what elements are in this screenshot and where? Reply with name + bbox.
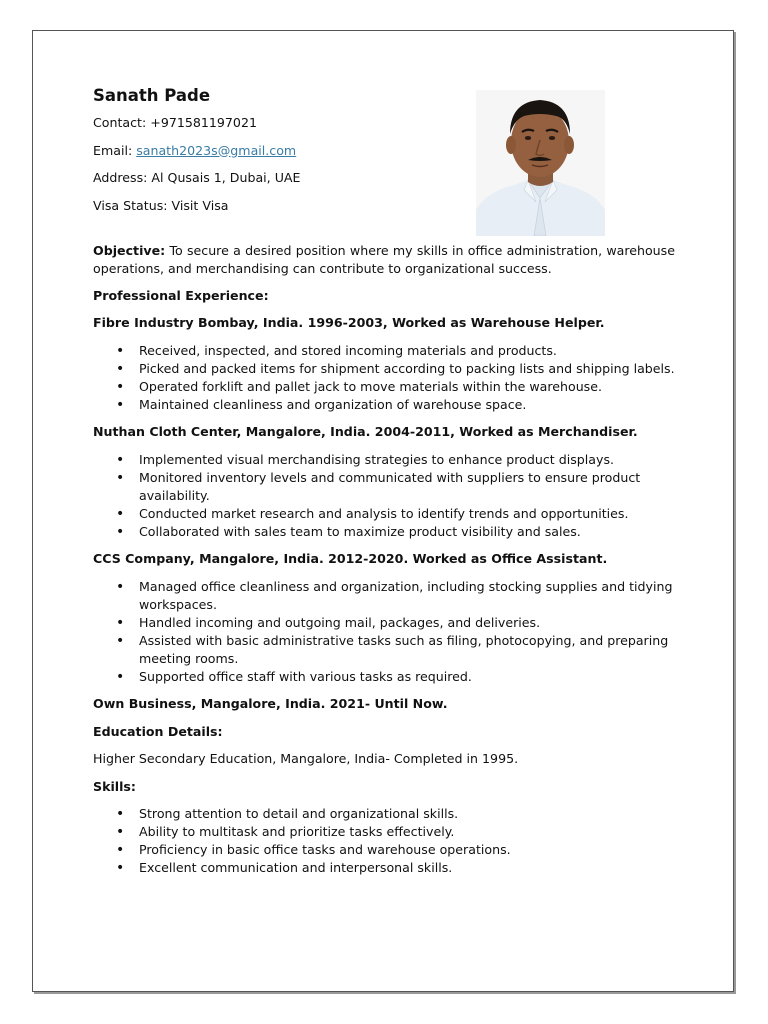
objective-label: Objective: bbox=[93, 242, 166, 258]
job-bullets bbox=[93, 578, 675, 686]
skills-list bbox=[93, 805, 675, 877]
objective-paragraph bbox=[93, 242, 675, 278]
list-item: • Picked and packed items for shipment according to packing lists and shipping labels. bbox=[139, 360, 675, 378]
list-item: • Operated forklift and pallet jack to move materials within the warehouse. bbox=[139, 378, 675, 396]
list-item: • Handled incoming and outgoing mail, packages, and deliveries. bbox=[139, 614, 675, 632]
list-item: • Monitored inventory levels and communicated with suppliers to ensure product availability. bbox=[139, 469, 675, 505]
list-item: • Managed office cleanliness and organization, including stocking supplies and tidying workspaces. bbox=[139, 578, 675, 614]
education-text: Higher Secondary Education, Mangalore, India- Completed in 1995. bbox=[93, 751, 519, 766]
email-line bbox=[93, 142, 675, 160]
objective-text: To secure a desired position where my skills in office administration, warehouse operations, and merchandising can contribute to organizational success. bbox=[93, 242, 675, 276]
resume-content bbox=[93, 84, 675, 887]
list-item: • Collaborated with sales team to maximize product visibility and sales. bbox=[139, 523, 675, 541]
job-title: CCS Company, Mangalore, India. 2012-2020. Worked as Office Assistant. bbox=[93, 551, 608, 566]
skills-heading: Skills: bbox=[93, 778, 136, 794]
job-title: Own Business, Mangalore, India. 2021- Until Now. bbox=[93, 696, 448, 711]
job-title: Nuthan Cloth Center, Mangalore, India. 2004-2011, Worked as Merchandiser. bbox=[93, 424, 638, 439]
visa-label: Visa Status: bbox=[93, 197, 168, 213]
email-label: Email: bbox=[93, 142, 133, 158]
contact-phone: +971581197021 bbox=[150, 115, 257, 130]
list-item: • Maintained cleanliness and organization of warehouse space. bbox=[139, 396, 675, 414]
list-item: • Strong attention to detail and organizational skills. bbox=[139, 805, 675, 823]
address-value: Al Qusais 1, Dubai, UAE bbox=[151, 170, 301, 185]
job-bullets bbox=[93, 342, 675, 414]
list-item: • Ability to multitask and prioritize tasks effectively. bbox=[139, 823, 675, 841]
visa-value: Visit Visa bbox=[171, 197, 229, 213]
job-bullets bbox=[93, 451, 675, 541]
address-label: Address: bbox=[93, 170, 148, 185]
candidate-name: Sanath Pade bbox=[93, 86, 211, 105]
list-item: • Assisted with basic administrative tasks such as filing, photocopying, and preparing meeting rooms. bbox=[139, 632, 675, 668]
email-link[interactable]: sanath2023s@gmail.com bbox=[136, 142, 297, 158]
contact-line bbox=[93, 114, 675, 132]
list-item: • Supported office staff with various tasks as required. bbox=[139, 668, 675, 686]
address-line bbox=[93, 169, 675, 187]
job-title: Fibre Industry Bombay, India. 1996-2003, Worked as Warehouse Helper. bbox=[93, 315, 605, 330]
list-item: • Received, inspected, and stored incoming materials and products. bbox=[139, 342, 675, 360]
education-heading: Education Details: bbox=[93, 723, 223, 739]
list-item: • Excellent communication and interpersonal skills. bbox=[139, 859, 675, 877]
list-item: • Conducted market research and analysis to identify trends and opportunities. bbox=[139, 505, 675, 523]
list-item: • Implemented visual merchandising strategies to enhance product displays. bbox=[139, 451, 675, 469]
visa-line bbox=[93, 197, 675, 215]
experience-heading: Professional Experience: bbox=[93, 287, 269, 303]
contact-label: Contact: bbox=[93, 115, 147, 130]
list-item: • Proficiency in basic office tasks and warehouse operations. bbox=[139, 841, 675, 859]
